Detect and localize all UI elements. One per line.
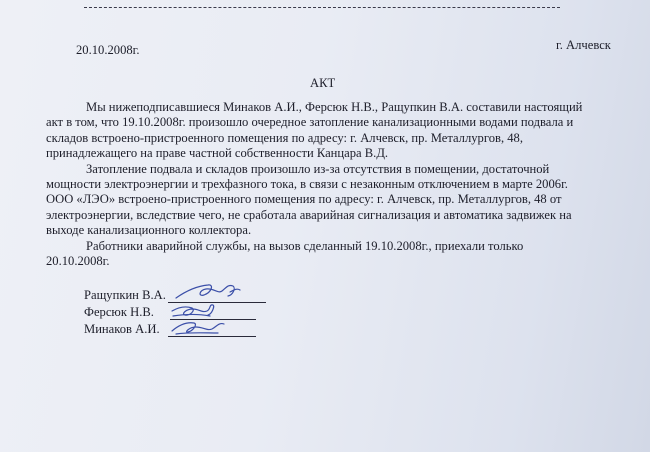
body-line: Мы нижеподписавшиеся Минаков А.И., Ферсюк Н.В., Ращупкин В.А. составили настоящий xyxy=(86,100,583,114)
document-city: г. Алчевск xyxy=(556,38,611,52)
document-title: АКТ xyxy=(310,76,336,90)
signature-rashchupkin xyxy=(176,285,240,298)
body-line: ООО «ЛЭО» встроено-пристроенного помещения по адресу: г. Алчевск, пр. Металлургов, 48 от xyxy=(46,192,562,207)
body-line: мощности электроэнергии и трехфазного тока, в связи с незаконным отключением в марте 2006г. xyxy=(46,177,568,192)
body-line: складов встроено-пристроенного помещения по адресу: г. Алчевск, пр. Металлургов, 48, xyxy=(46,130,523,145)
body-line: выходе канализационного коллектора. xyxy=(46,223,252,238)
body-line: принадлежащего на праве частной собственности Канцара В.Д. xyxy=(46,146,389,161)
signer-name: Ферсюк Н.В. xyxy=(84,305,154,319)
signer-name: Ращупкин В.А. xyxy=(84,288,166,302)
signature-line xyxy=(170,319,256,320)
signature-fersyuk xyxy=(172,305,214,316)
signature-minakov xyxy=(172,323,224,334)
body-line: электроэнергии, вследствие чего, не сработала аварийная сигнализация и автоматика задвижек на xyxy=(46,207,572,222)
top-dashed-rule xyxy=(84,7,560,8)
signature-line xyxy=(168,302,266,303)
signature-line xyxy=(168,336,256,337)
signer-name: Минаков А.И. xyxy=(84,322,160,336)
body-line: Затопление подвала и складов произошло из-за отсутствия в помещении, достаточной xyxy=(86,161,550,176)
body-line: 20.10.2008г. xyxy=(46,254,110,269)
document-body xyxy=(46,100,626,269)
body-line: Работники аварийной службы, на вызов сделанный 19.10.2008г., приехали только xyxy=(86,238,524,253)
document-date: 20.10.2008г. xyxy=(76,43,140,57)
body-line: акт в том, что 19.10.2008г. произошло очередное затопление канализационными водами подвала и xyxy=(46,115,574,130)
